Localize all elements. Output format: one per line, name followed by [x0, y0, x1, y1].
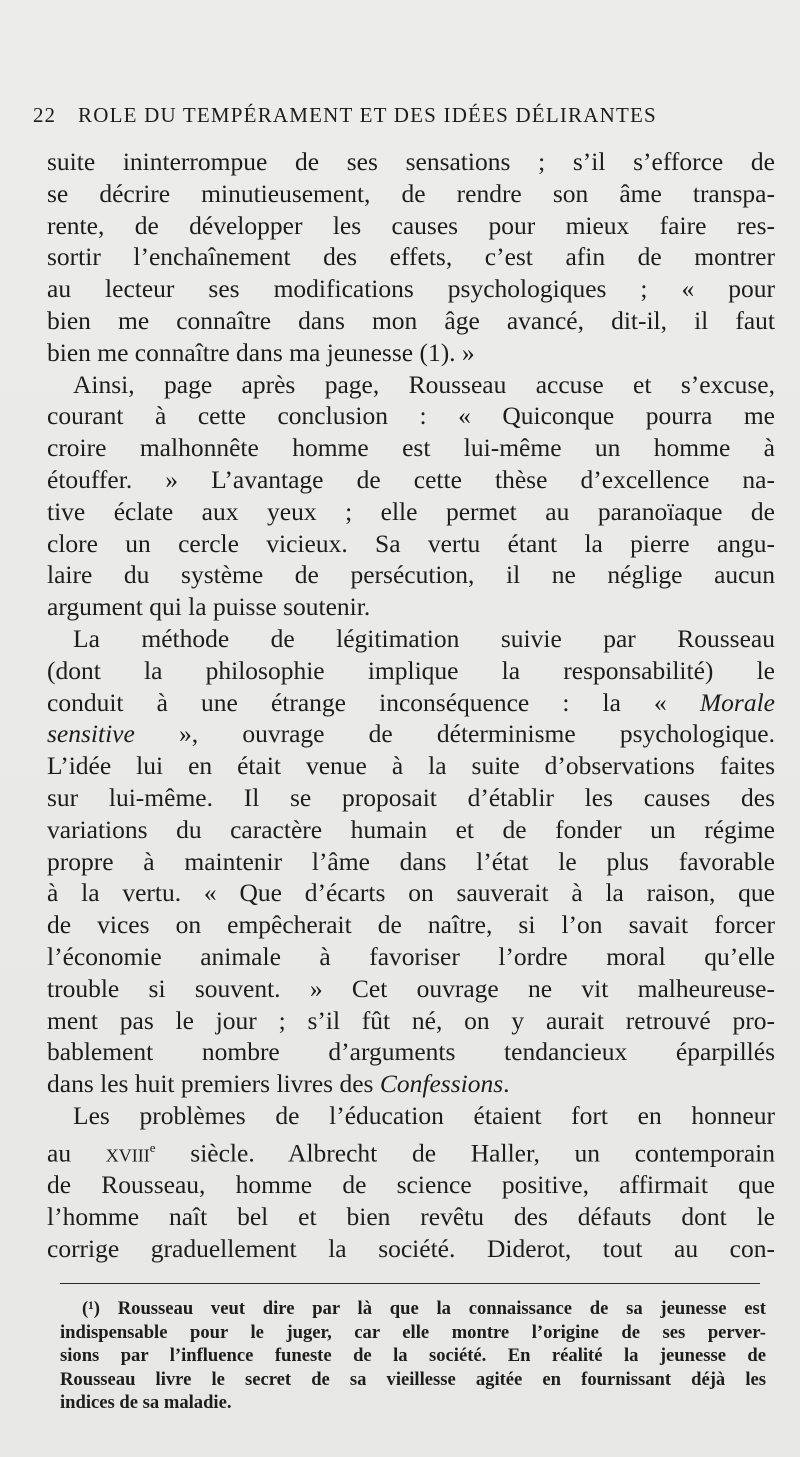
text-line: croire malhonnête homme est lui-même un homme à [47, 433, 775, 463]
text-line: trouble si souvent. » Cet ouvrage ne vit malheureuse- [47, 973, 775, 1003]
text-line: variations du caractère humain et de fonder un régime [47, 814, 775, 844]
text-line: bien me connaître dans ma jeunesse (1). » [47, 337, 475, 367]
text-line: bablement nombre d’arguments tendancieux éparpillés [47, 1037, 775, 1067]
text-fragment: dans les huit premiers livres des [47, 1069, 380, 1099]
text-line: de Rousseau, homme de science positive, affirmait que [47, 1170, 775, 1199]
footnote-line: sions par l’influence funeste de la société. En réalité la jeunesse de [60, 1345, 766, 1367]
paragraph-4 [47, 1100, 775, 1264]
text-line: ment pas le jour ; s’il fût né, on y aurait retrouvé pro- [47, 1005, 775, 1035]
text-line [47, 718, 775, 750]
footnote-line: indices de sa maladie. [60, 1392, 232, 1414]
body-text [47, 146, 775, 1264]
century-superscript: e [149, 1139, 156, 1155]
text-line: bien me connaître dans mon âge avancé, dit-il, il faut [47, 305, 775, 335]
text-line [47, 1132, 775, 1169]
text-line: courant à cette conclusion : « Quiconque pourra me [47, 401, 775, 431]
text-line: laire du système de persécution, il ne néglige aucun [47, 560, 775, 590]
text-line: propre à maintenir l’âme dans l’état le plus favorable [47, 846, 775, 876]
text-line: suite ininterrompue de ses sensations ; s’il s’efforce de [47, 147, 775, 176]
footnote-separator [60, 1283, 760, 1284]
footnote-marker: (¹) [82, 1298, 100, 1319]
paragraph-3 [47, 623, 775, 1100]
century-numeral: xviii [105, 1138, 150, 1168]
text-fragment: au [47, 1138, 106, 1168]
text-line: sur lui-même. Il se proposait d’établir les causes des [47, 782, 775, 812]
italic-title: sensitive [47, 719, 135, 749]
text-line: tive éclate aux yeux ; elle permet au paranoïaque de [47, 496, 775, 526]
italic-title: Confessions [379, 1069, 504, 1099]
text-line: clore un cercle vicieux. Sa vertu étant la pierre angu- [47, 528, 775, 558]
running-title: ROLE DU TEMPÉRAMENT ET DES IDÉES DÉLIRANTES [78, 103, 657, 127]
text-line: rente, de développer les causes pour mieux faire res- [47, 210, 775, 240]
footnote-line [60, 1297, 766, 1321]
paragraph-2 [47, 369, 775, 623]
italic-title: Morale [699, 687, 775, 717]
text-fragment: conduit à une étrange inconséquence : la « [47, 687, 700, 717]
text-fragment: siècle. Albrecht de Haller, un contemporain [155, 1138, 775, 1168]
page-number: 22 [33, 103, 56, 127]
text-line: se décrire minutieusement, de rendre son âme transpa- [47, 178, 775, 208]
text-line: à la vertu. « Que d’écarts on sauverait à la raison, que [47, 878, 775, 908]
text-line: l’économie animale à favoriser l’ordre moral qu’elle [47, 941, 775, 971]
footnote-line: Rousseau livre le secret de sa vieillesse agitée en fournissant déjà les [60, 1368, 766, 1390]
text-line: argument qui la puisse soutenir. [47, 592, 371, 622]
text-line: sortir l’enchaînement des effets, c’est afin de montrer [47, 242, 775, 272]
footnote [60, 1297, 766, 1415]
paragraph-1 [47, 146, 775, 369]
text-fragment: », ouvrage de déterminisme psychologique. [134, 719, 775, 749]
footnote-line: indispensable pour le juger, car elle montre l’origine de ses perver- [60, 1321, 766, 1343]
text-line: au lecteur ses modifications psychologiques ; « pour [47, 274, 775, 304]
text-fragment: . [503, 1069, 510, 1099]
text-line: de vices on empêcherait de naître, si l’on savait forcer [47, 910, 775, 940]
text-line [47, 1068, 775, 1100]
text-line: étouffer. » L’avantage de cette thèse d’excellence na- [47, 464, 775, 494]
page-header [33, 103, 773, 128]
text-line: La méthode de légitimation suivie par Rousseau [73, 623, 775, 653]
text-line: Les problèmes de l’éducation étaient fort en honneur [73, 1100, 775, 1130]
text-line: Ainsi, page après page, Rousseau accuse et s’excuse, [73, 369, 775, 399]
text-line: L’idée lui en était venue à la suite d’observations faites [47, 751, 775, 781]
text-line [47, 687, 775, 719]
text-fragment: Rousseau veut dire par là que la connaissance de sa jeunesse est [117, 1298, 766, 1319]
text-line: (dont la philosophie implique la responsabilité) le [47, 655, 775, 685]
text-line: l’homme naît bel et bien revêtu des défauts dont le [47, 1201, 775, 1231]
text-line: corrige graduellement la société. Diderot, tout au con- [47, 1233, 775, 1263]
